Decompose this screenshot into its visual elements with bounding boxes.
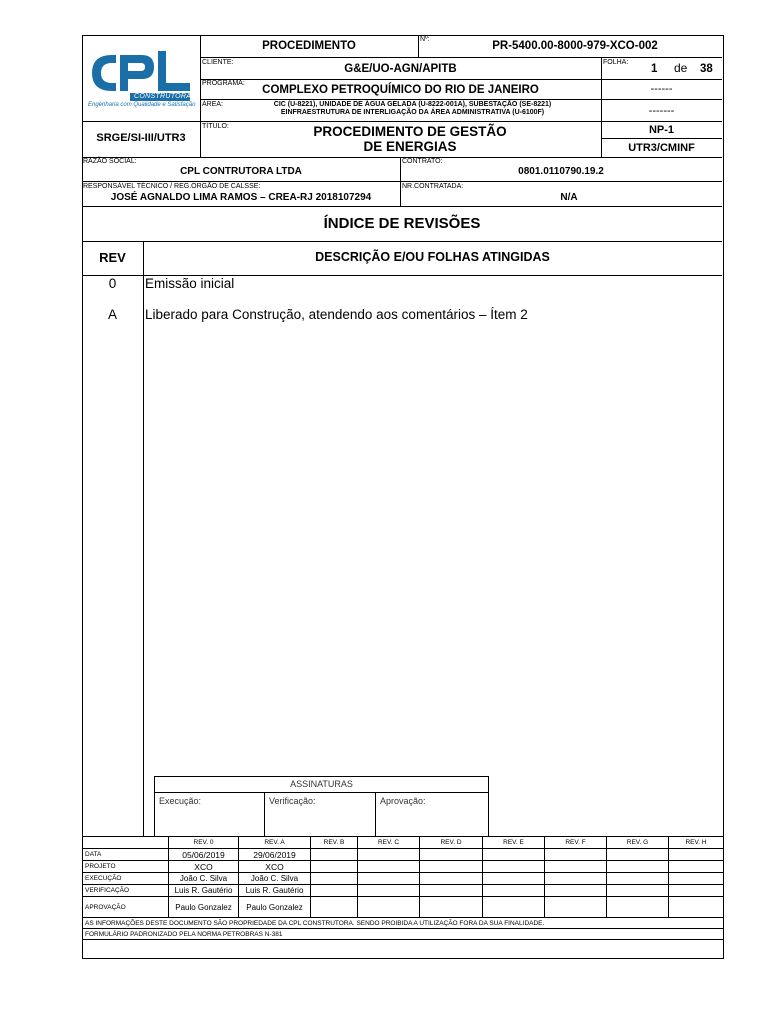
row-label: EXECUÇÃO bbox=[83, 873, 169, 885]
cell: Luis R. Gautério bbox=[239, 885, 311, 897]
cell: Luis R. Gautério bbox=[169, 885, 239, 897]
property-note: AS INFORMAÇÕES DESTE DOCUMENTO SÃO PROPRIEDADE DA CPL CONSTRUTORA. SENDO PROIBIDA A UTILIZAÇÃO FORA DA SUA FINALIDADE. bbox=[83, 918, 724, 929]
form-note: FORMULÁRIO PADRONIZADO PELA NORMA PETROBRAS N-381 bbox=[83, 929, 724, 940]
index-title: ÍNDICE DE REVISÕES bbox=[323, 215, 481, 232]
rev-header: REV. B bbox=[311, 837, 358, 849]
signatures-title: ASSINATURAS bbox=[290, 779, 353, 789]
area-label: ÁREA: bbox=[202, 101, 224, 108]
row-label: PROJETO bbox=[83, 861, 169, 873]
cell bbox=[545, 849, 607, 861]
cell bbox=[669, 849, 724, 861]
cell bbox=[420, 897, 483, 918]
cell bbox=[358, 861, 420, 873]
cell bbox=[358, 897, 420, 918]
client-label: CLIENTE: bbox=[202, 59, 234, 66]
nr-value: N/A bbox=[560, 192, 578, 203]
cell bbox=[311, 897, 358, 918]
doc-number: PR-5400.00-8000-979-XCO-002 bbox=[492, 40, 658, 52]
area-right: ------- bbox=[648, 105, 675, 117]
cell bbox=[420, 861, 483, 873]
cell bbox=[669, 885, 724, 897]
table-row bbox=[83, 861, 724, 873]
cell bbox=[483, 885, 545, 897]
code-left: SRGE/SI-III/UTR3 bbox=[96, 132, 186, 144]
revision-code: 0 bbox=[108, 276, 117, 291]
logo-subtitle: CONSTRUTORA bbox=[134, 93, 192, 100]
title-line1: PROCEDIMENTO DE GESTÃO bbox=[313, 124, 507, 139]
rev-header: REV. E bbox=[483, 837, 545, 849]
revision-table bbox=[82, 836, 724, 940]
cell: Paulo Gonzalez bbox=[239, 897, 311, 918]
resp-value: JOSÉ AGNALDO LIMA RAMOS – CREA-RJ 2018107294 bbox=[110, 192, 372, 203]
cell bbox=[545, 897, 607, 918]
cell bbox=[669, 873, 724, 885]
folha-label: FOLHA: bbox=[603, 59, 629, 66]
row-label: VERIFICAÇÃO bbox=[83, 885, 169, 897]
program-label: PROGRAMA: bbox=[202, 80, 245, 87]
rev-header: REV. F bbox=[545, 837, 607, 849]
folha-page: 1 bbox=[651, 63, 658, 75]
signatures-box bbox=[154, 776, 489, 837]
revtable-header-row bbox=[83, 837, 724, 849]
nr-label: NR.CONTRATADA: bbox=[402, 183, 464, 190]
rev-header: REV. C bbox=[358, 837, 420, 849]
sig-verificacao: Verificação: bbox=[269, 796, 316, 806]
cell: XCO bbox=[239, 861, 311, 873]
rev-header: REV. H bbox=[669, 837, 724, 849]
cell: João C. Silva bbox=[239, 873, 311, 885]
folha-de: de bbox=[674, 61, 688, 75]
col-desc-header: DESCRIÇÃO E/OU FOLHAS ATINGIDAS bbox=[315, 250, 550, 264]
cell: Paulo Gonzalez bbox=[169, 897, 239, 918]
cell bbox=[420, 873, 483, 885]
cell bbox=[607, 861, 669, 873]
sig-aprovacao: Aprovação: bbox=[380, 796, 426, 806]
revision-description: Liberado para Construção, atendendo aos comentários – Ítem 2 bbox=[145, 307, 528, 322]
cell bbox=[358, 849, 420, 861]
cell: XCO bbox=[169, 861, 239, 873]
area-line1: CIC (U-8221), UNIDADE DE ÁGUA GELADA (U-8222-001A), SUBESTAÇÃO (SE-8221) bbox=[273, 101, 552, 108]
table-row bbox=[83, 897, 724, 918]
table-row bbox=[83, 849, 724, 861]
cell bbox=[607, 849, 669, 861]
col-rev-header: REV bbox=[99, 250, 126, 265]
cell bbox=[607, 885, 669, 897]
rev-header: REV. D bbox=[420, 837, 483, 849]
cell bbox=[311, 873, 358, 885]
cell: João C. Silva bbox=[169, 873, 239, 885]
doc-type: PROCEDIMENTO bbox=[262, 40, 356, 52]
cell: 05/06/2019 bbox=[169, 849, 239, 861]
cell bbox=[483, 873, 545, 885]
cell bbox=[669, 861, 724, 873]
company-logo bbox=[86, 45, 198, 113]
program-value: COMPLEXO PETROQUÍMICO DO RIO DE JANEIRO bbox=[262, 84, 539, 96]
razao-label: RAZÃO SOCIAL: bbox=[83, 158, 137, 165]
resp-label: RESPONSÁVEL TÉCNICO / REG.ÓRGÃO DE CALSSE: bbox=[83, 183, 261, 190]
cell bbox=[545, 873, 607, 885]
header-empty-cell bbox=[83, 837, 169, 849]
folha-total: 38 bbox=[700, 63, 713, 75]
cell bbox=[607, 897, 669, 918]
row-label: DATA bbox=[83, 849, 169, 861]
cell bbox=[669, 897, 724, 918]
logo-tagline: Engenharia com Qualidade e Satisfação bbox=[88, 102, 196, 108]
note-row bbox=[83, 929, 724, 940]
utr-code: UTR3/CMINF bbox=[628, 142, 695, 154]
client-value: G&E/UO-AGN/APITB bbox=[344, 63, 457, 75]
table-row bbox=[83, 873, 724, 885]
rev-header: REV. G bbox=[607, 837, 669, 849]
cell bbox=[483, 861, 545, 873]
cell bbox=[483, 897, 545, 918]
razao-value: CPL CONTRUTORA LTDA bbox=[180, 166, 302, 177]
note-row bbox=[83, 918, 724, 929]
cell bbox=[545, 885, 607, 897]
row-label: APROVAÇÃO bbox=[83, 897, 169, 918]
program-right: ------ bbox=[650, 83, 673, 95]
cell bbox=[545, 861, 607, 873]
title-label: TÍTULO: bbox=[202, 123, 229, 130]
sig-execucao: Execução: bbox=[159, 796, 202, 806]
contrato-value: 0801.0110790.19.2 bbox=[518, 166, 604, 177]
cell bbox=[420, 885, 483, 897]
cell bbox=[358, 885, 420, 897]
contrato-label: CONTRATO: bbox=[402, 158, 443, 165]
rev-header: REV. 0 bbox=[169, 837, 239, 849]
doc-number-label: Nº: bbox=[420, 36, 430, 43]
revision-code: A bbox=[107, 307, 117, 322]
cell bbox=[607, 873, 669, 885]
area-line2: EINFRAESTRUTURA DE INTERLIGAÇÃO DA ÁREA ADMINISTRATIVA (U-6100F) bbox=[280, 109, 545, 116]
np-code: NP-1 bbox=[648, 124, 675, 136]
title-line2: DE ENERGIAS bbox=[363, 139, 457, 154]
cell bbox=[311, 849, 358, 861]
cell: 29/06/2019 bbox=[239, 849, 311, 861]
rev-header: REV. A bbox=[239, 837, 311, 849]
cell bbox=[420, 849, 483, 861]
cell bbox=[483, 849, 545, 861]
cell bbox=[358, 873, 420, 885]
cell bbox=[311, 861, 358, 873]
table-row bbox=[83, 885, 724, 897]
cell bbox=[311, 885, 358, 897]
revision-description: Emissão inicial bbox=[145, 276, 235, 291]
